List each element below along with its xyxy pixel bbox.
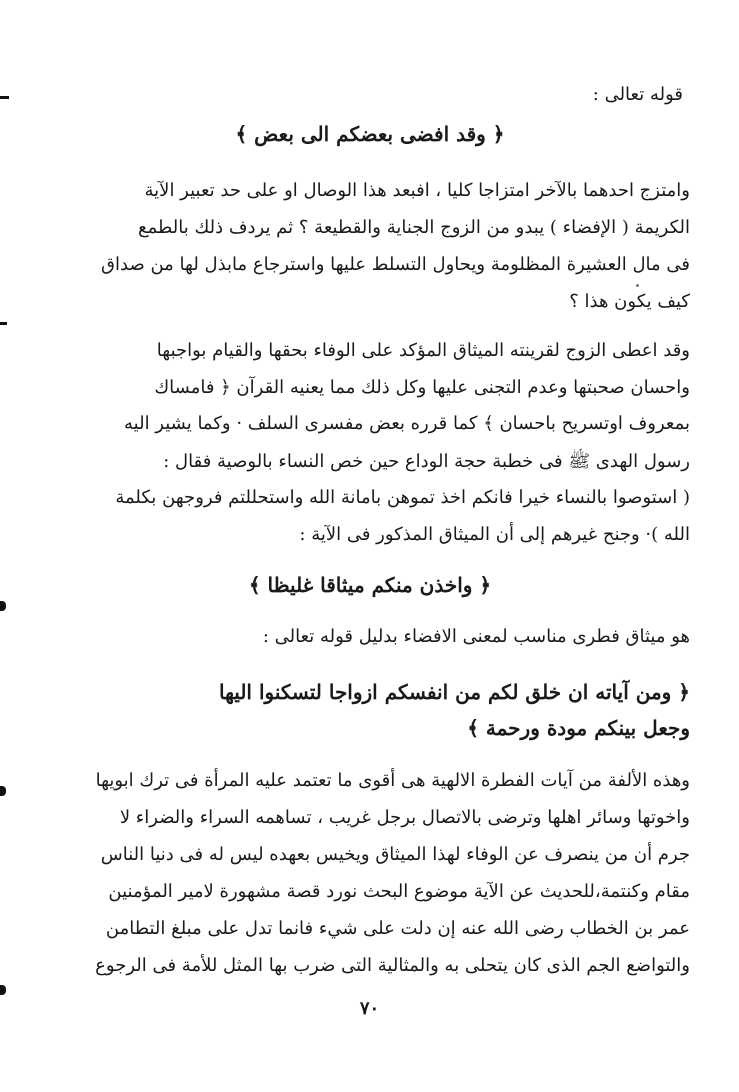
para4-line-3: جرم أن من ينصرف عن الوفاء لهذا الميثاق ويخيس بعهده ليس له فى دنيا الناس — [100, 844, 690, 865]
para1-line-3: فى مال العشيرة المظلومة ويحاول التسلط عليها واسترجاع مابذل لها من صداق — [101, 254, 690, 275]
para2-line-3: بمعروف اوتسريح باحسان ﴾ كما قرره بعض مفسرى السلف · وكما يشير اليه — [124, 413, 690, 434]
para4-line-5: عمر بن الخطاب رضى الله عنه إن دلت على شيء فانما تدل على مبلغ التطامن — [105, 918, 690, 939]
scan-edge-mark — [0, 786, 6, 796]
para4-line-1: وهذه الألفة من آيات الفطرة الالهية هى أقوى ما تعتمد عليه المرأة فى ترك ابويها — [95, 770, 690, 791]
scan-edge-mark — [0, 601, 6, 611]
scan-edge-mark — [0, 322, 7, 325]
verse-3-line-1: ﴿ ومن آياته ان خلق لكم من انفسكم ازواجا لتسكنوا اليها — [218, 680, 690, 704]
para1-line-4: كيف يكون هذا ؟ — [569, 291, 690, 312]
verse-3-line-2: وجعل بينكم مودة ورحمة ﴾ — [467, 716, 690, 740]
para2-line-5: ( استوصوا بالنساء خيرا فانكم اخذ تموهن بامانة الله واستحللتم فروجهن بكلمة — [115, 487, 690, 508]
scan-edge-mark — [0, 985, 6, 995]
verse-1: ﴿ وقد افضى بعضكم الى بعض ﴾ — [235, 122, 505, 146]
para1-line-1: وامتزج احدهما بالآخر امتزاجا كليا ، افبعد هذا الوصال او على حد تعبير الآية — [144, 180, 690, 201]
para4-line-6: والتواضع الجم الذى كان يتحلى به والمثالية التى ضرب بها المثل للأمة فى الرجوع — [95, 955, 690, 976]
heading: قوله تعالى : — [592, 84, 683, 105]
para4-line-2: واخوتها وسائر اهلها وترضى بالاتصال برجل غريب ، تساهمه السراء والضراء لا — [119, 807, 690, 828]
scan-edge-mark — [0, 96, 9, 99]
para2-line-6: الله )· وجنح غيرهم إلى أن الميثاق المذكور فى الآية : — [299, 524, 690, 545]
page-number: ٧٠ — [359, 998, 380, 1019]
para2-line-4: رسول الهدى ﷺ فى خطبة حجة الوداع حين خص النساء بالوصية فقال : — [163, 451, 690, 472]
verse-2: ﴿ واخذن منكم ميثاقا غليظا ﴾ — [248, 573, 492, 597]
intro-3: هو ميثاق فطرى مناسب لمعنى الافضاء بدليل قوله تعالى : — [262, 626, 690, 647]
para4-line-4: مقام وكنتمة،للحديث عن الآية موضوع البحث نورد قصة مشهورة لامير المؤمنين — [108, 881, 690, 902]
scan-speck — [636, 284, 639, 287]
para2-line-1: وقد اعطى الزوج لقرينته الميثاق المؤكد على الوفاء بحقها والقيام بواجبها — [156, 340, 690, 361]
para2-line-2: واحسان صحبتها وعدم التجنى عليها وكل ذلك مما يعنيه القرآن ﴿ فامساك — [154, 377, 690, 398]
para1-line-2: الكريمة ( الإفضاء ) يبدو من الزوج الجناية والقطيعة ؟ ثم يردف ذلك بالطمع — [138, 217, 690, 238]
